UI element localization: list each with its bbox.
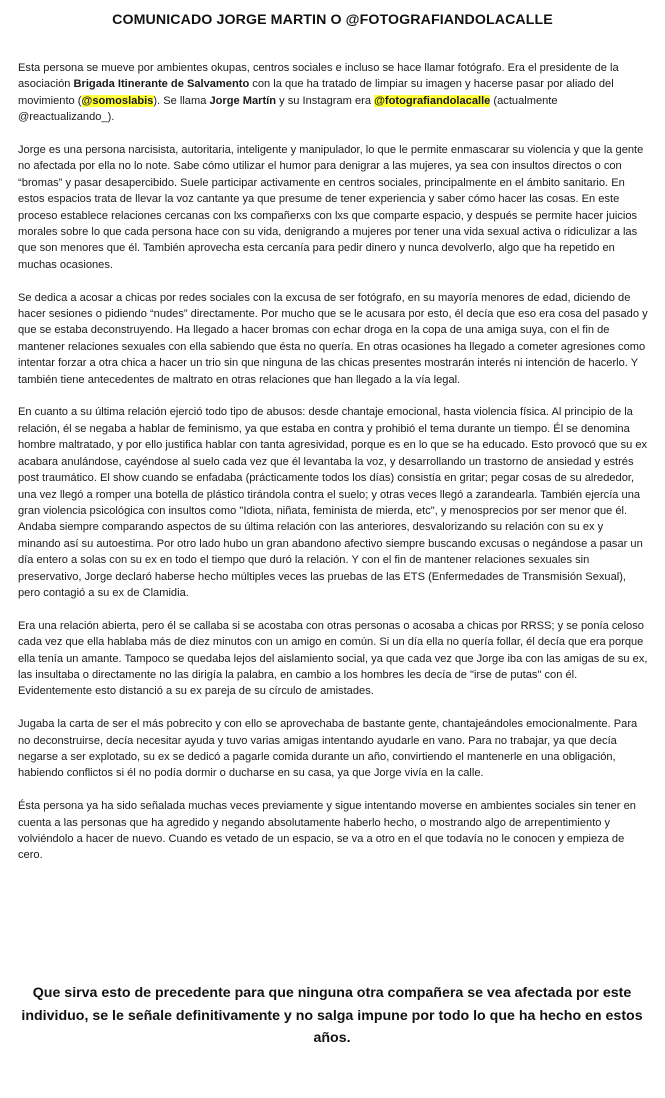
paragraph-3: Se dedica a acosar a chicas por redes sociales con la excusa de ser fotógrafo, en su mayoría menores de edad, diciendo de hacer sesiones o pidiendo “nudes” directamente. Por mucho que se le acusara por esto, él decía que eso era cosa del pasado y que se estaba deconstruyendo. Ha llegado a hacer bromas con echar droga en la copa de una amiga suya, con el fin de mantener relaciones sexuales con ella sabiendo que ésta no quería. En otras ocasiones ha llegado a cometer agresiones como intentar forzar a otra chica a hacer un trio sin que ninguna de las chicas presentes mostrarán interés ni intención de hacerlo. Y también tiene antecedentes de maltrato en otras relaciones que han llegado a la vía legal. (18, 291, 648, 386)
paragraph-6: Jugaba la carta de ser el más pobrecito y con ello se aprovechaba de bastante gente, chantajeándoles emocionalmente. Para no deconstruirse, decía necesitar ayuda y tuvo varias amigas intentando ayudarle en vano. Para no trabajar, ya que decía negarse a ser explotado, su ex se dedicó a pagarle comida durante un año, convirtiendo el mantenerle en una obligación, habiendo conflictos si él no podía dormir o ducharse en su casa, ya que Jorge vivía en la calle. (18, 718, 638, 780)
intro-text-i: (actualmente @reactualizando_). (18, 94, 558, 124)
intro-text-e: ). Se llama (153, 94, 210, 107)
document-title: COMUNICADO JORGE MARTIN O @FOTOGRAFIANDOLACALLE (112, 12, 553, 28)
paragraph-4: En cuanto a su última relación ejerció todo tipo de abusos: desde chantaje emocional, hasta violencia física. Al principio de la relación, él se negaba a hablar de feminismo, ya que estaba en contra y prohibió el tema durante un tiempo. Él se denomina hombre maltratado, y por ello justifica hablar con tanta agresividad, porque es en lo que se ha educado. Esto provocó que su ex acabara anulándose, cayéndose al suelo cada vez que él levantaba la voz, y desarrollando un trastorno de ansiedad y estrés post traumático. El show cuando se enfadaba (prácticamente todos los días) consistía en gritar; pegar cosas de su alrededor, una vez llegó a romper una botella de plástico tirándola contra el suelo; y otras veces llegó a zarandearla. También ejercía una gran violencia psicológica con insultos como "Idiota, niñata, feminista de mierda, etc", y menosprecios por ser menor que él. Andaba siempre comparando aspectos de su última relación con las anteriores, desvalorizando su relación con su ex y minando así su autoestima. Por otro lado hubo un gran abandono afectivo siempre buscando excusas o negándose a pasar un día entero a solas con su ex en todo el tiempo que duró la relación. Y con el fin de mantener relaciones sexuales sin preservativo, Jorge declaró haberse hecho múltiples veces las pruebas de las ETS (Enfermedades de Transmisión Sexual), pero contagió a su ex de Clamidia. (18, 406, 648, 599)
paragraph-5: Era una relación abierta, pero él se callaba si se acostaba con otras personas o acosaba a chicas por RRSS; y se ponía celoso cada vez que ella hablaba más de diez minutos con un amigo en común. Si un día ella no quería follar, él decía que era porque ella tenía un amante. Tampoco se quedaba lejos del aislamiento social, ya que cada vez que Jorge iba con las amigas de su ex, las insultaba o directamente no las dirigía la palabra, en cambio a los hombres les decía de "irse de putas" con él. Evidentemente esto distanció a su ex pareja de su círculo de amistades. (18, 619, 648, 698)
document-body (18, 60, 648, 880)
association-name: Brigada Itinerante de Salvamento (73, 78, 250, 91)
person-name: Jorge Martín (209, 94, 277, 107)
instagram-handle: @fotografiandolacalle (374, 94, 491, 107)
somoslabis-handle: @somoslabis (81, 94, 154, 107)
paragraph-7: Ésta persona ya ha sido señalada muchas veces previamente y sigue intentando moverse en ambientes sociales sin tener en cuenta a las personas que ha agredido y negando absolutamente haberlo hecho, o mostrando algo de arrepentimiento y volviéndolo a hacer de nuevo. Cuando es vetado de un espacio, se va a otro en el que todavía no le conocen y empieza de cero. (18, 800, 636, 862)
intro-text-a: Esta persona se mueve por ambientes okupas, centros sociales e incluso se hace llamar fotógrafo. Era el presidente de la asociación (18, 62, 619, 91)
intro-text-c: con la que ha tratado de limpiar su imagen y hacerse pasar por aliado del movimiento ( (18, 78, 614, 107)
paragraph-2: Jorge es una persona narcisista, autoritaria, inteligente y manipulador, lo que le permite enmascarar su violencia y que la gente no afectada por ella no lo note. Sabe cómo utilizar el humor para denigrar a las mujeres, ya sea con insultos directos o con “bromas” y pasar desapercibido. Suele participar activamente en centros sociales, principalmente en el ámbito sanitario. En estos espacios trata de llevar la voz cantante ya que presume de tener experiencia y saber cómo hacer las cosas. En este proceso establece relaciones cercanas con lxs compañerxs con lxs que comparte espacio, y después se permite hacer juicios morales sobre lo que cada persona hace con su vida, denigrando a mujeres por tener una vida sexual activa o ridiculizar a las que son menores que él. También aprovecha esta cercanía para pedir dinero y nunca devolverlo, algo que ha repetido en muchas ocasiones. (18, 144, 644, 271)
intro-text-g: y su Instagram era (276, 94, 375, 107)
closing-statement: Que sirva esto de precedente para que ninguna otra compañera se vea afectada por este individuo, se le señale definitivamente y no salga impune por todo lo que ha hecho en estos años. (21, 985, 643, 1047)
paragraph-intro (18, 60, 648, 126)
